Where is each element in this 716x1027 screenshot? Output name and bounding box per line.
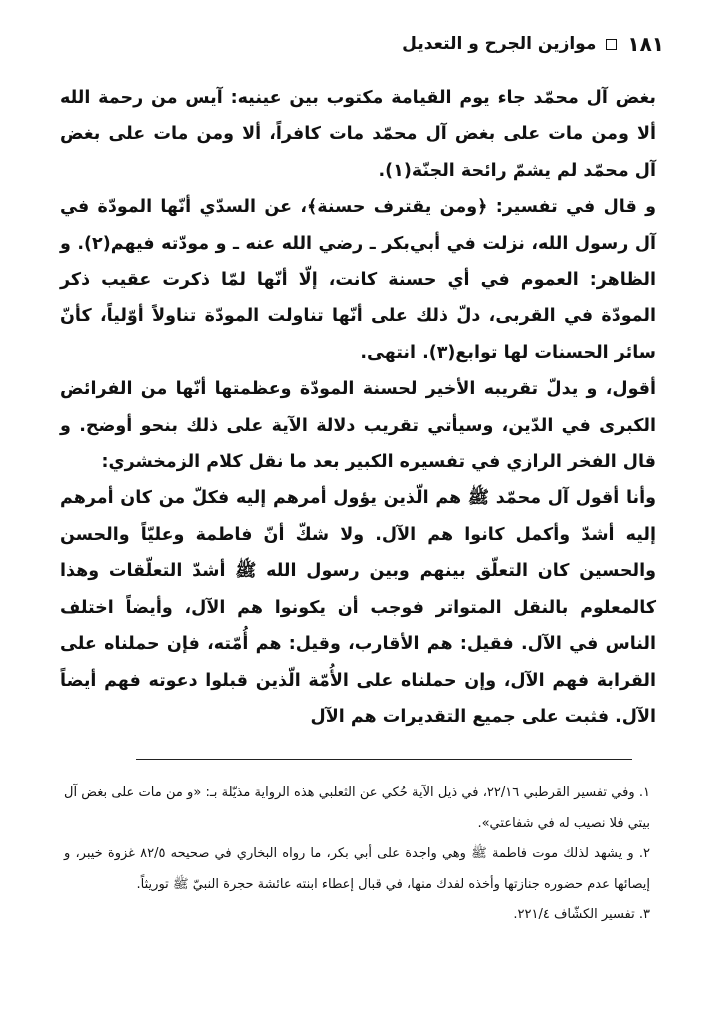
separator-square-icon (606, 39, 617, 50)
paragraph-1: بغض آل محمّد جاء يوم القيامة مكتوب بين عينيه: آيس من رحمة الله ألا ومن مات على بغض آل محمّد مات كافراً، ألا ومن مات على بغض آل محمّد لم يشمّ رائحة الجنّة(١). (60, 88, 656, 181)
running-title: موازين الجرح و التعديل (402, 34, 597, 54)
footnote-divider (136, 759, 632, 760)
footnotes (64, 778, 650, 931)
paragraph-2: و قال في تفسير: ﴿ومن يقترف حسنة﴾، عن السدّي أنّها المودّة في آل رسول الله، نزلت في أبي‌بكر ـ رضي الله عنه ـ و مودّته فيهم(٢). و الظاهر: العموم في أي حسنة كانت، إلّا أنّها لمّا ذكرت عقيب ذكر المودّة في القربى، دلّ ذلك على أنّها تناولت المودّة تناولاً أوّلياً، كأنّ سائر الحسنات لها توابع(٣). انتهى. (60, 197, 657, 363)
paragraph-3: أقول، و يدلّ تقريبه الأخير لحسنة المودّة وعظمتها أنّها من الفرائض الكبرى في الدّين، وسيأتي تقريب دلالة الآية على ذلك بنحو أوضح. و قال الفخر الرازي في تفسيره الكبير بعد ما نقل كلام الزمخشري: (60, 379, 656, 473)
main-text (60, 80, 656, 735)
page-number: ١٨١ (627, 32, 664, 56)
footnote-1: ١. وفي تفسير القرطبي ٢٢/١٦، في ذيل الآية حُكي عن الثعلبي هذه الرواية مذيّلة بـ: «و من مات على بغض آل بيتي فلا نصيب له في شفاعتي». (64, 785, 651, 831)
page-header (60, 26, 664, 62)
footnote-2: ٢. و يشهد لذلك موت فاطمة ﷺ وهي واجدة على أبي بكر، ما رواه البخاري في صحيحه ٨٢/٥ غزوة خيبر، و إيصائها عدم حضوره جنازتها وأخذه لفدك منها، في قبال إعطاء ابنته عائشة حجرة النبيّ ﷺ توريثاً. (64, 846, 650, 892)
footnote-3: ٣. تفسير الكشّاف ٢٢١/٤. (513, 907, 650, 922)
paragraph-4-quote: وأنا أقول آل محمّد ﷺ هم الّذين يؤول أمرهم إليه فكلّ من كان أمرهم إليه أشدّ وأكمل كانوا هم الآل. ولا شكّ أنّ فاطمة وعليّاً والحسن والحسين كان التعلّق بينهم وبين رسول الله ﷺ أشدّ التعلّقات وهذا كالمعلوم بالنقل المتواتر فوجب أن يكونوا هم الآل، وأيضاً اختلف الناس في الآل. فقيل: هم الأقارب، وقيل: هم أُمّته، فإن حملناه على القرابة فهم الآل، وإن حملناه على الأُمّة الّذين قبلوا دعوته فهم أيضاً الآل. فثبت على جميع التقديرات هم الآل (60, 488, 656, 727)
